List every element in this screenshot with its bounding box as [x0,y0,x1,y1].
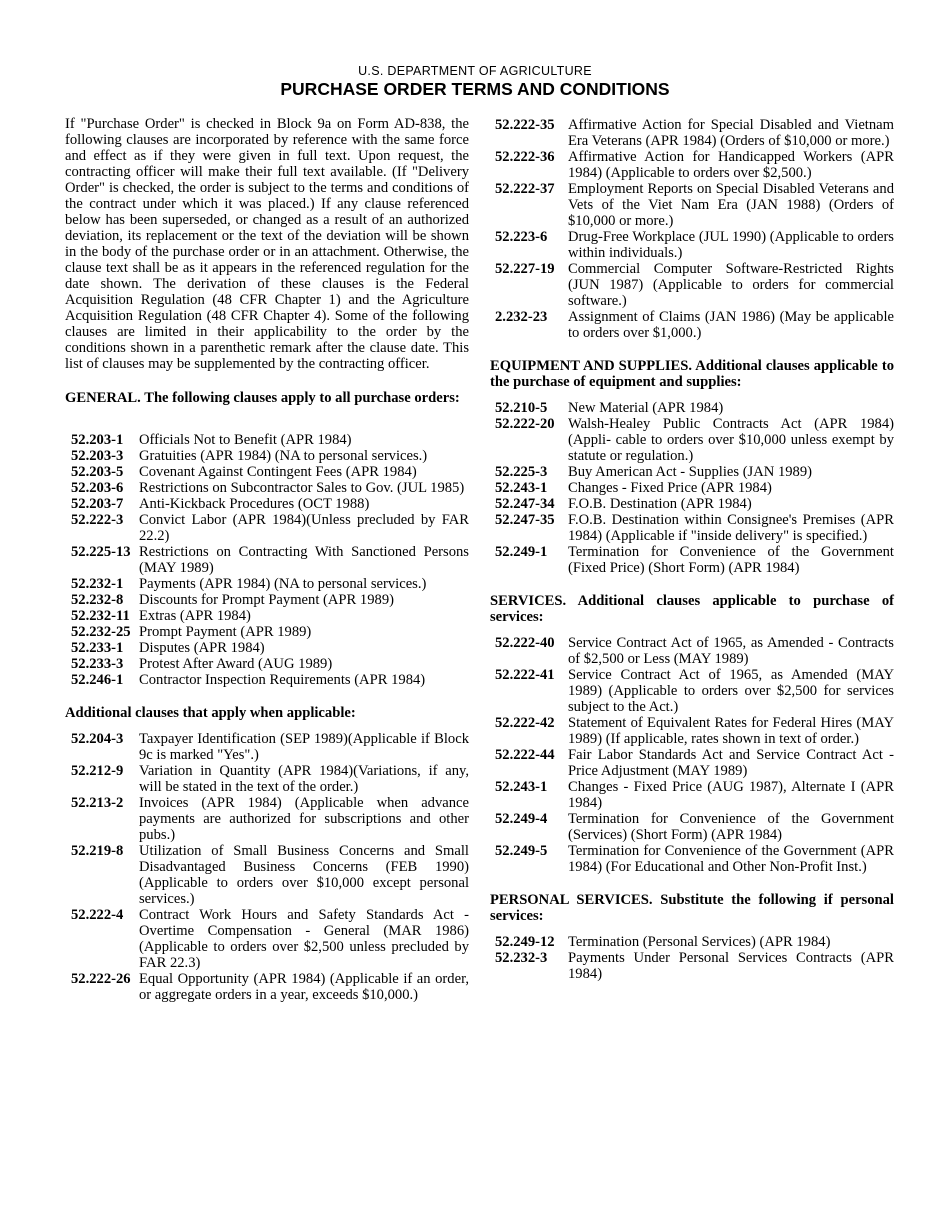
clause-text: Officials Not to Benefit (APR 1984) [139,432,352,448]
clause-number: 52.222-26 [71,971,131,987]
clause-row [65,448,469,464]
clause-text: Walsh-Healey Public Contracts Act (APR 1984) (Appli- cable to orders over $10,000 unless exempt by statute or regulation.) [568,416,894,464]
clause-number: 52.203-3 [71,448,124,464]
clause-text: Commercial Computer Software-Restricted Rights (JUN 1987) (Applicable to orders for commercial software.) [568,261,894,309]
clause-row [65,731,469,763]
clause-row [490,400,894,416]
clause-number: 52.225-13 [71,544,131,560]
additional-heading: Additional clauses that apply when applicable: [65,705,356,721]
clause-row [65,512,469,544]
clause-number: 52.213-2 [71,795,124,811]
clause-row [490,667,894,715]
clause-row [65,843,469,907]
clause-text: F.O.B. Destination within Consignee's Premises (APR 1984) (Applicable if "inside delivery" is specified.) [568,512,894,544]
clause-row [65,971,469,1003]
clause-row [65,544,469,576]
clause-text: Protest After Award (AUG 1989) [139,656,333,672]
left-column [65,116,469,1003]
clause-number: 52.232-11 [71,608,130,624]
clause-number: 52.222-40 [495,635,555,651]
clause-number: 52.222-44 [495,747,555,763]
clause-text: Fair Labor Standards Act and Service Contract Act - Price Adjustment (MAY 1989) [568,747,894,779]
clause-number: 52.222-37 [495,181,555,197]
clause-row [490,544,894,576]
clause-text: Affirmative Action for Special Disabled and Vietnam Era Veterans (APR 1984) (Orders of $10,000 or more.) [568,117,894,149]
clause-row [490,779,894,811]
clause-text: Invoices (APR 1984) (Applicable when advance payments are authorized for subscriptions and other pubs.) [139,795,469,843]
clause-row [490,480,894,496]
clause-text: Discounts for Prompt Payment (APR 1989) [139,592,394,608]
clause-row [490,747,894,779]
clause-number: 52.203-7 [71,496,124,512]
clause-number: 52.249-4 [495,811,548,827]
clause-row [490,309,894,341]
clause-text: Taxpayer Identification (SEP 1989)(Applicable if Block 9c is marked "Yes".) [139,731,469,763]
clause-text: Variation in Quantity (APR 1984)(Variations, if any, will be stated in the text of the order.) [139,763,469,795]
clause-row [490,950,894,982]
clause-text: Buy American Act - Supplies (JAN 1989) [568,464,813,480]
clause-text: Covenant Against Contingent Fees (APR 1984) [139,464,417,480]
clause-number: 52.223-6 [495,229,548,245]
clause-text: Utilization of Small Business Concerns and Small Disadvantaged Business Concerns (FEB 1990) (Applicable to orders over $10,000 except personal services.) [139,843,469,907]
clause-row [490,149,894,181]
clause-text: Employment Reports on Special Disabled Veterans and Vets of the Viet Nam Era (JAN 1988) (Orders of $10,000 or more.) [568,181,894,229]
clause-text: Restrictions on Subcontractor Sales to Gov. (JUL 1985) [139,480,465,496]
right-column [490,117,894,982]
clause-text: Changes - Fixed Price (AUG 1987), Alternate I (APR 1984) [568,779,894,811]
clause-text: Payments (APR 1984) (NA to personal services.) [139,576,427,592]
clause-row [490,416,894,464]
clause-text: Disputes (APR 1984) [139,640,265,656]
page-title: PURCHASE ORDER TERMS AND CONDITIONS [280,79,670,99]
clause-number: 52.222-35 [495,117,555,133]
additional-clause-list [65,731,469,1003]
clause-text: F.O.B. Destination (APR 1984) [568,496,752,512]
clause-text: Drug-Free Workplace (JUL 1990) (Applicable to orders within individuals.) [568,229,894,261]
clause-row [490,464,894,480]
clause-row [65,640,469,656]
clause-row [65,608,469,624]
clause-row [490,261,894,309]
clause-text: Gratuities (APR 1984) (NA to personal services.) [139,448,428,464]
clause-text: Prompt Payment (APR 1989) [139,624,312,640]
clause-row [490,117,894,149]
intro-paragraph: If "Purchase Order" is checked in Block 9a on Form AD-838, the following clauses are incorporated by reference with the same force and effect as if they were given in full text. Upon request, the contracting officer will make their full text available. (If "Delivery Order" is checked, the order is subject to the terms and conditions of the contract under which it was placed.) If any clause referenced below has been superseded, or changed as a result of an authorized deviation, its replacement or the text of the deviation will be shown in the body of the purchase order or in an attachment. Otherwise, the clause text shall be as it appears in the referenced regulation for the date shown. The derivation of these clauses is the Federal Acquisition Regulation (48 CFR Chapter 1) and the Agriculture Acquisition Regulation (48 CFR Chapter 4). Some of the following clauses are limited in their applicability to the order by the conditions shown in a parenthetic remark after the clause date. This list of clauses may be supplemented by the contracting officer. [65,116,469,372]
services-clause-list [490,635,894,875]
clause-number: 52.222-4 [71,907,124,923]
clause-number: 52.247-34 [495,496,555,512]
clause-text: Service Contract Act of 1965, as Amended - Contracts of $2,500 or Less (MAY 1989) [568,635,894,667]
clause-row [65,656,469,672]
clause-row [490,512,894,544]
clause-number: 52.222-42 [495,715,555,731]
clause-number: 52.222-3 [71,512,124,528]
clause-number: 52.225-3 [495,464,548,480]
personal-services-heading: PERSONAL SERVICES. Substitute the following if personal services: [490,892,894,924]
clause-number: 52.232-3 [495,950,548,966]
clause-row [65,464,469,480]
clause-text: Assignment of Claims (JAN 1986) (May be applicable to orders over $1,000.) [568,309,894,341]
clause-text: Payments Under Personal Services Contracts (APR 1984) [568,950,894,982]
clause-number: 52.247-35 [495,512,555,528]
clause-number: 52.203-6 [71,480,124,496]
clause-text: Restrictions on Contracting With Sanctioned Persons (MAY 1989) [139,544,469,576]
clause-row [490,811,894,843]
clause-row [65,907,469,971]
clause-number: 52.233-1 [71,640,124,656]
clause-number: 52.232-25 [71,624,131,640]
equipment-clause-list [490,400,894,576]
clause-row [65,624,469,640]
clause-row [65,576,469,592]
clause-number: 52.246-1 [71,672,124,688]
clause-text: Convict Labor (APR 1984)(Unless precluded by FAR 22.2) [139,512,469,544]
clause-number: 52.227-19 [495,261,555,277]
clause-row [490,229,894,261]
clause-row [65,480,469,496]
additional-clause-list-continued [490,117,894,341]
clause-number: 52.222-41 [495,667,555,683]
clause-row [490,715,894,747]
clause-number: 52.232-8 [71,592,124,608]
clause-text: Termination for Convenience of the Government (Services) (Short Form) (APR 1984) [568,811,894,843]
clause-number: 52.232-1 [71,576,124,592]
personal-services-clause-list [490,934,894,982]
general-clause-list [65,432,469,688]
clause-number: 52.243-1 [495,779,548,795]
clause-text: Termination for Convenience of the Government (Fixed Price) (Short Form) (APR 1984) [568,544,894,576]
clause-row [65,672,469,688]
clause-number: 52.222-20 [495,416,555,432]
clause-number: 52.249-12 [495,934,555,950]
clause-number: 52.203-1 [71,432,124,448]
clause-text: Contract Work Hours and Safety Standards Act - Overtime Compensation - General (MAR 1986) (Applicable to orders over $2,500 unless precluded by FAR 22.3) [139,907,469,971]
clause-number: 52.210-5 [495,400,548,416]
department-name: U.S. DEPARTMENT OF AGRICULTURE [358,64,592,78]
clause-row [490,934,894,950]
clause-text: Statement of Equivalent Rates for Federal Hires (MAY 1989) (If applicable, rates shown in text of order.) [568,715,894,747]
clause-number: 52.233-3 [71,656,124,672]
clause-row [490,496,894,512]
clause-number: 52.243-1 [495,480,548,496]
clause-number: 52.249-5 [495,843,548,859]
clause-text: Service Contract Act of 1965, as Amended (MAY 1989) (Applicable to orders over $2,500 for services subject to the Act.) [568,667,894,715]
clause-row [65,795,469,843]
clause-row [490,181,894,229]
clause-number: 52.204-3 [71,731,124,747]
clause-text: Termination for Convenience of the Government (APR 1984) (For Educational and Other Non-Profit Inst.) [568,843,894,875]
clause-text: Affirmative Action for Handicapped Workers (APR 1984) (Applicable to orders over $2,500.) [568,149,894,181]
clause-text: Changes - Fixed Price (APR 1984) [568,480,772,496]
clause-row [490,635,894,667]
clause-row [65,763,469,795]
equipment-heading: EQUIPMENT AND SUPPLIES. Additional clauses applicable to the purchase of equipment and supplies: [490,358,894,390]
clause-text: Anti-Kickback Procedures (OCT 1988) [139,496,370,512]
clause-row [490,843,894,875]
clause-number: 52.222-36 [495,149,555,165]
clause-number: 2.232-23 [495,309,548,325]
clause-number: 52.249-1 [495,544,548,560]
clause-number: 52.203-5 [71,464,124,480]
clause-row [65,496,469,512]
clause-number: 52.212-9 [71,763,124,779]
clause-text: Equal Opportunity (APR 1984) (Applicable if an order, or aggregate orders in a year, exceeds $10,000.) [139,971,469,1003]
clause-row [65,592,469,608]
services-heading: SERVICES. Additional clauses applicable to purchase of services: [490,593,894,625]
clause-row [65,432,469,448]
clause-number: 52.219-8 [71,843,124,859]
general-heading: GENERAL. The following clauses apply to all purchase orders: [65,390,460,406]
clause-text: Contractor Inspection Requirements (APR 1984) [139,672,426,688]
clause-text: Extras (APR 1984) [139,608,251,624]
clause-text: New Material (APR 1984) [568,400,724,416]
clause-text: Termination (Personal Services) (APR 1984) [568,934,831,950]
